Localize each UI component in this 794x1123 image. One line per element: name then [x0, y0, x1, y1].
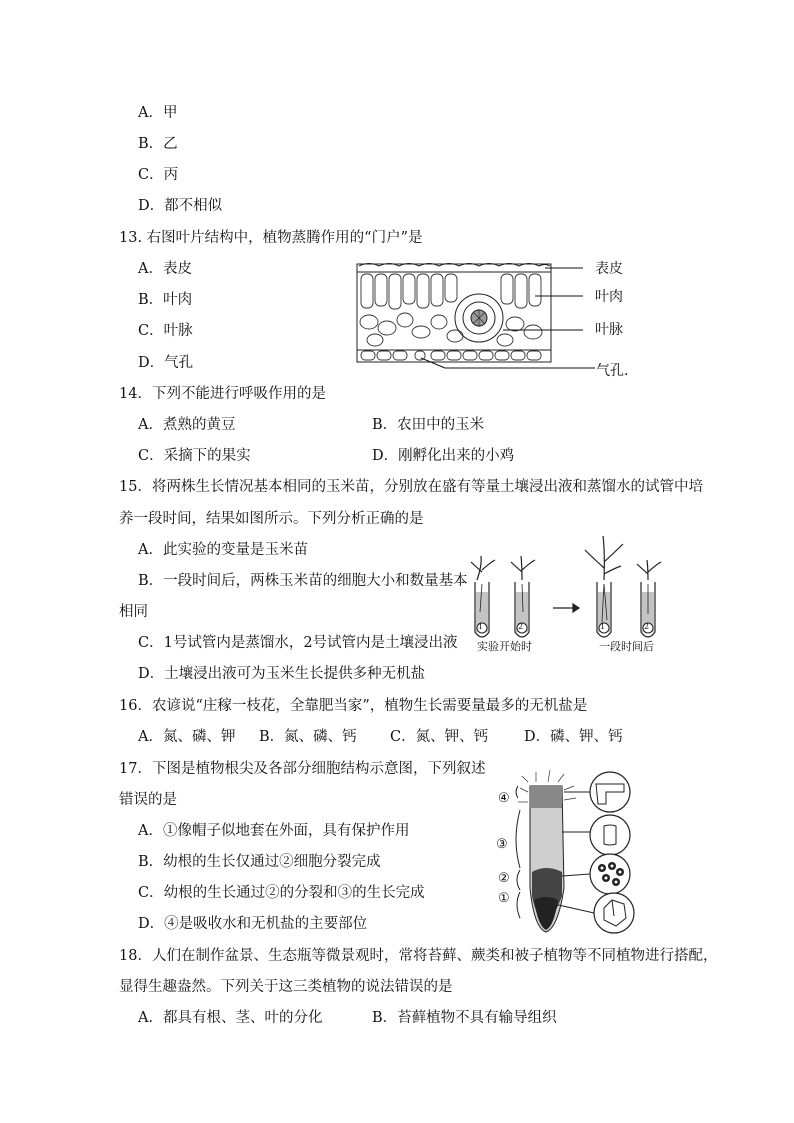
corn-seedling-experiment-figure	[465, 532, 675, 658]
q12-option-c: C．丙	[138, 167, 179, 183]
q12-option-a: A．甲	[138, 105, 178, 121]
q17-stem-line1: 17．下图是植物根尖及各部分细胞结构示意图，下列叙述	[119, 761, 486, 777]
q14-option-c: C．采摘下的果实	[138, 448, 251, 464]
tube-label-2-start: 2	[518, 622, 524, 631]
tube-label-2-after: 2	[644, 622, 650, 631]
q16-stem: 16．农谚说“庄稼一枝花，全靠肥当家”，植物生长需要量最多的无机盐是	[119, 698, 588, 714]
q15-option-d: D．土壤浸出液可为玉米生长提供多种无机盐	[138, 666, 426, 682]
q17-option-b: B．幼根的生长仅通过②细胞分裂完成	[138, 854, 381, 870]
root-tip-illustration	[492, 768, 652, 936]
figure-label-mesophyll: 叶肉	[595, 289, 623, 305]
root-zone-label-1: ①	[498, 891, 510, 906]
q17-stem-line2: 错误的是	[119, 792, 177, 808]
q18-stem-line1: 18．人们在制作盆景、生态瓶等微景观时，常将苔藓、蕨类和被子植物等不同植物进行搭配，	[119, 948, 718, 964]
q13-stem: 13. 右图叶片结构中，植物蒸腾作用的“门户”是	[119, 230, 423, 246]
tube-label-1-start: 1	[478, 622, 484, 631]
q17-option-c: C．幼根的生长通过②的分裂和③的生长完成	[138, 885, 425, 901]
q13-option-c: C．叶脉	[138, 323, 193, 339]
q16-option-b: B．氮、磷、钙	[259, 729, 357, 745]
tube-label-1-after: 1	[600, 622, 606, 631]
q12-option-d: D．都不相似	[138, 198, 223, 214]
label-experiment-start: 实验开始时	[477, 640, 532, 653]
q16-option-d: D．磷、钾、钙	[524, 729, 623, 745]
leaf-cross-section-illustration	[355, 258, 595, 376]
q14-option-b: B．农田中的玉米	[372, 417, 485, 433]
root-zone-label-4: ④	[498, 791, 510, 806]
figure-label-vein: 叶脉	[595, 322, 623, 338]
root-zone-label-3: ③	[496, 837, 508, 852]
q18-option-a: A．都具有根、茎、叶的分化	[138, 1010, 323, 1026]
q14-stem: 14．下列不能进行呼吸作用的是	[119, 386, 326, 402]
label-after-period: 一段时间后	[599, 640, 654, 653]
figure-label-stoma: 气孔.	[596, 363, 629, 379]
q13-option-b: B．叶肉	[138, 292, 193, 308]
figure-label-epidermis: 表皮	[595, 261, 623, 277]
root-zone-label-2: ②	[498, 871, 510, 886]
q16-option-a: A．氮、磷、钾	[138, 729, 236, 745]
q17-option-a: A．①像帽子似地套在外面，具有保护作用	[138, 823, 410, 839]
q12-option-b: B．乙	[138, 136, 178, 152]
q14-option-a: A．煮熟的黄豆	[138, 417, 236, 433]
q15-option-b-line1: B．一段时间后，两株玉米苗的细胞大小和数量基本	[138, 573, 468, 589]
q17-option-d: D．④是吸收水和无机盐的主要部位	[138, 916, 368, 932]
q15-stem-line1: 15．将两株生长情况基本相同的玉米苗，分别放在盛有等量土壤浸出液和蒸馏水的试管中培	[119, 479, 703, 495]
q15-option-b-line2: 相同	[119, 604, 148, 620]
leaf-cross-section-figure	[355, 258, 595, 376]
q13-option-d: D．气孔	[138, 355, 194, 371]
q16-option-c: C．氮、钾、钙	[390, 729, 489, 745]
q15-option-a: A．此实验的变量是玉米苗	[138, 542, 308, 558]
q13-option-a: A．表皮	[138, 261, 192, 277]
q15-option-c: C．1号试管内是蒸馏水，2号试管内是土壤浸出液	[138, 635, 458, 651]
q14-option-d: D．刚孵化出来的小鸡	[372, 448, 515, 464]
root-tip-figure	[492, 768, 652, 936]
q15-stem-line2: 养一段时间，结果如图所示。下列分析正确的是	[119, 511, 424, 527]
q18-stem-line2: 显得生趣盎然。下列关于这三类植物的说法错误的是	[119, 979, 453, 995]
q18-option-b: B．苔藓植物不具有输导组织	[372, 1010, 557, 1026]
